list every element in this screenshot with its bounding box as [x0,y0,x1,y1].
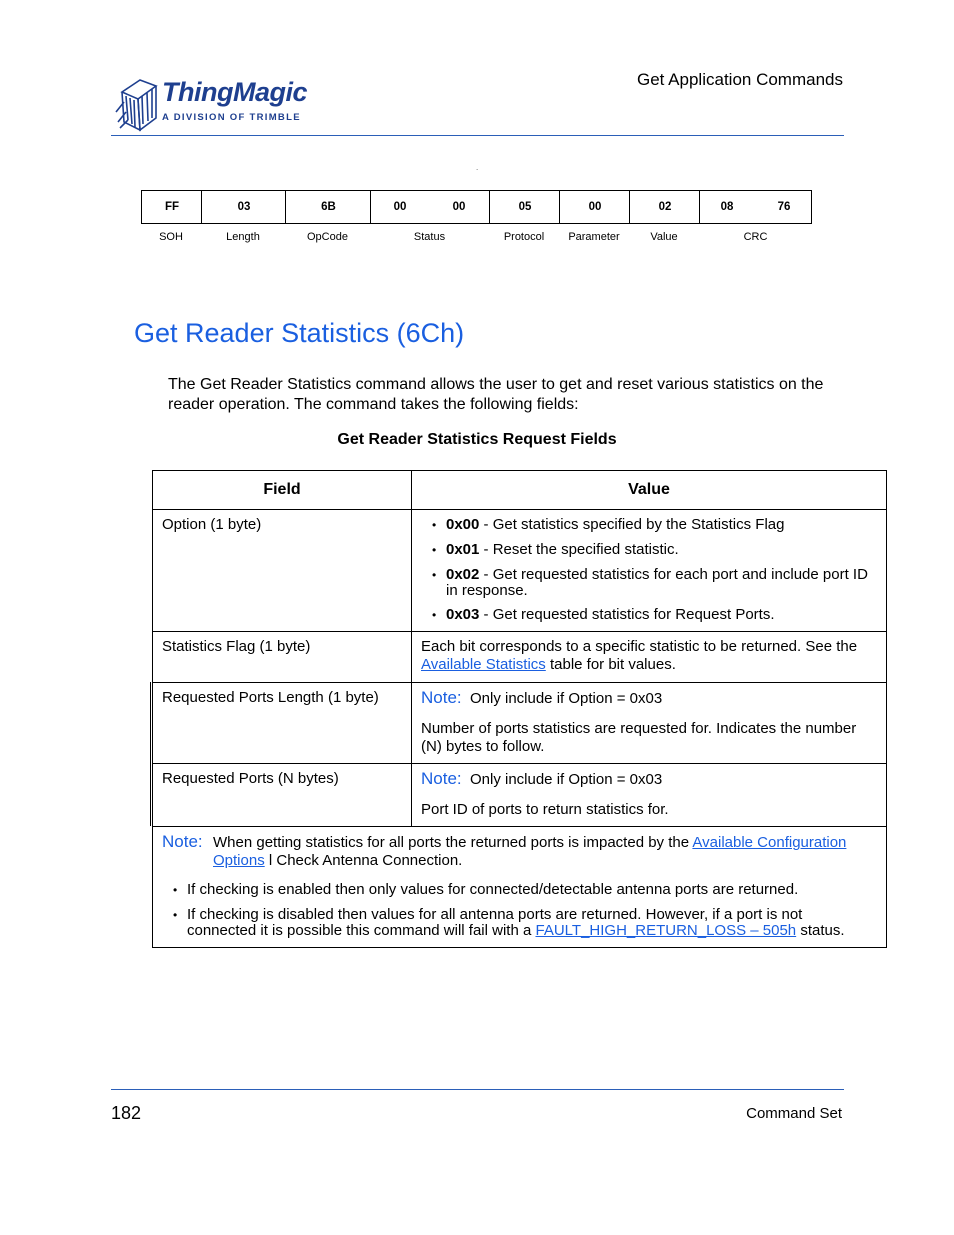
option-text: - Reset the specified statistic. [479,541,679,558]
field-option: Option (1 byte) [162,516,262,533]
response-packet-table [141,190,812,224]
list-item [432,541,876,558]
table-rule [153,826,886,827]
note-text: Only include if Option = 0x03 [469,690,663,707]
packet-byte: 05 [518,201,532,213]
field-requested-ports: Requested Ports (N bytes) [162,770,339,787]
bullet-icon: • [432,543,437,557]
packet-byte: FF [164,201,180,213]
list-item [432,606,876,623]
footnote-text-a: When getting statistics for all ports the returned ports is impacted by the [213,834,693,851]
packet-label: CRC [743,231,768,243]
available-configuration-link[interactable]: Available Configuration [692,834,847,851]
bullet-icon: • [432,608,437,622]
list-item [173,906,882,939]
table-rule [153,509,886,510]
option-code: 0x01 [446,541,480,558]
packet-byte: 00 [452,201,466,213]
packet-label: Length [226,231,260,243]
table-rule [153,682,886,683]
option-code: 0x00 [446,516,480,533]
request-fields-table [152,470,887,948]
packet-byte: 76 [777,201,791,213]
footer-rule [111,1089,844,1090]
bullet-text: If checking is enabled then only values for connected/detectable antenna ports are returned. [187,881,799,898]
available-configuration-link[interactable]: Options [213,852,265,869]
packet-byte: 6B [321,201,336,213]
requested-ports-value: Port ID of ports to return statistics for. [421,801,669,818]
table-rule [153,763,886,764]
option-code: 0x03 [446,606,480,623]
page-number: 182 [111,1103,142,1123]
packet-label: SOH [159,231,183,243]
field-statistics-flag: Statistics Flag (1 byte) [162,638,311,655]
table-caption: Get Reader Statistics Request Fields [337,431,617,448]
bullet-icon: • [432,518,437,532]
footer-section: Command Set [746,1105,842,1122]
fault-high-return-loss-link[interactable]: FAULT_HIGH_RETURN_LOSS – 505h [535,922,797,939]
option-text: - Get statistics specified by the Statistics Flag [479,516,785,533]
column-header-value: Value [628,481,670,498]
packet-label: Parameter [568,231,620,243]
note-line [421,770,881,789]
packet-label: Value [650,231,678,243]
list-item [432,516,876,533]
note-label: Note: [421,688,462,707]
logo-wordmark: ThingMagic [162,77,307,107]
footnote-note-label: Note: [162,832,203,851]
bullet-icon: • [173,883,178,897]
available-statistics-link[interactable]: Available Statistics [421,656,546,673]
logo-mark-icon [114,72,162,132]
change-bar [150,682,151,826]
bullet-icon: • [432,568,437,582]
section-title: Get Reader Statistics (6Ch) [134,318,465,348]
bullet-icon: • [173,908,178,922]
header-rule [111,135,844,136]
footnote-text-b: l Check Antenna Connection. [264,852,463,869]
note-text: Only include if Option = 0x03 [469,771,663,788]
bullet-text: connected it is possible this command will fail with a [187,922,536,939]
packet-byte: 03 [237,201,251,213]
packet-label: Protocol [503,231,545,243]
column-divider [411,471,412,826]
footnote-text [213,834,883,870]
option-code: 0x02 [446,566,480,583]
list-item [432,566,876,599]
logo-tagline: A DIVISION OF TRIMBLE [162,112,301,123]
packet-label: OpCode [307,231,348,243]
bullet-text: status. [796,922,845,939]
value-text: table for bit values. [545,656,676,673]
requested-ports-length-value: Number of ports statistics are requested for. Indicates the number (N) bytes to follow. [421,720,857,755]
field-requested-ports-length: Requested Ports Length (1 byte) [162,689,379,706]
note-label: Note: [421,769,462,788]
bullet-text: If checking is disabled then values for all antenna ports are returned. However, if a port is not [187,906,803,923]
value-text: Each bit corresponds to a specific statistic to be returned. See the [421,638,858,655]
statistics-flag-value [421,638,881,674]
option-text: - Get requested statistics for each port and include port ID in response. [446,566,868,599]
table-rule [153,631,886,632]
running-header: Get Application Commands [637,70,843,89]
list-item [173,881,882,898]
column-header-field: Field [263,481,301,498]
packet-byte: 02 [658,201,672,213]
packet-label: Status [413,231,446,243]
note-line [421,689,881,708]
intro-paragraph: The Get Reader Statistics command allows the user to get and reset various statistics on the reader operation. The command takes the following fields: [168,376,824,413]
packet-byte: 00 [588,201,602,213]
packet-byte: 08 [720,201,734,213]
packet-byte: 00 [393,201,407,213]
stray-mark: . [476,163,479,172]
option-text: - Get requested statistics for Request Ports. [479,606,775,623]
